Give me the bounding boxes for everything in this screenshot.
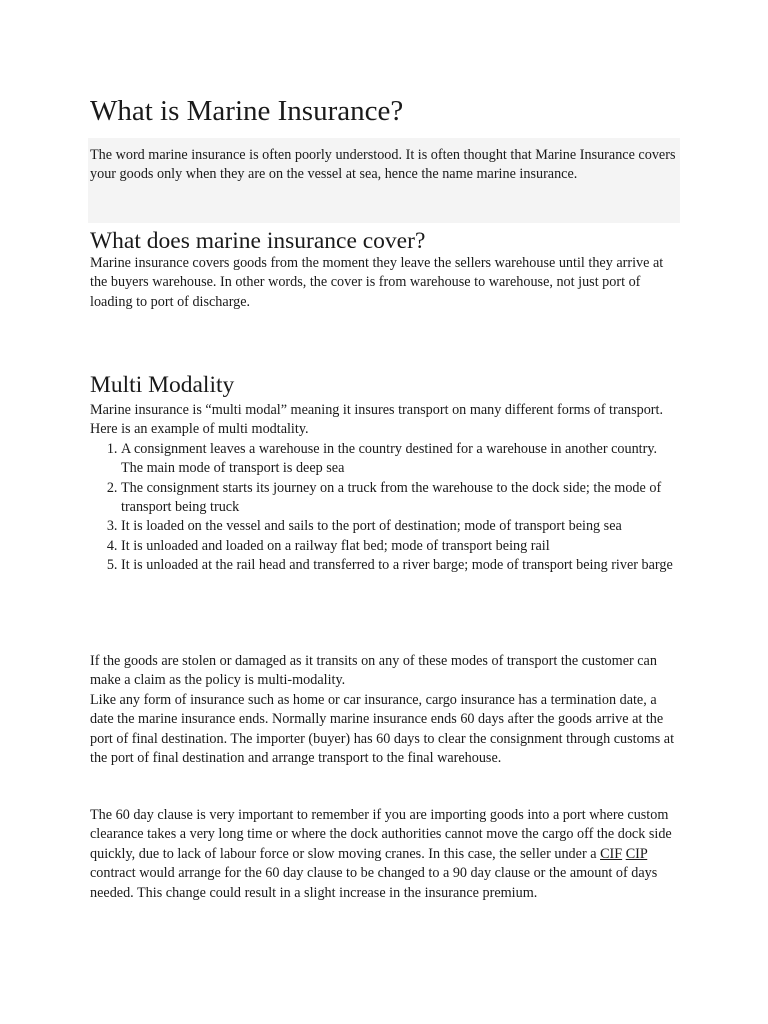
claim-paragraph: If the goods are stolen or damaged as it transits on any of these modes of transport the customer can make a claim as the policy is multi-modality. [90,653,657,689]
intro-paragraph: The word marine insurance is often poorly understood. It is often thought that Marine Insurance covers your goods only when they are on the vessel at sea, hence the name marine insurance. [90,147,676,183]
list-item: 5. It is unloaded at the rail head and transferred to a river barge; mode of transport being river barge [121,556,680,575]
intro-box [88,138,680,223]
termination-paragraph: Like any form of insurance such as home or car insurance, cargo insurance has a termination date, a date the marine insurance ends. Normally marine insurance ends 60 days after the goods arrive at the port of final destination. The importer (buyer) has 60 days to clear the consignment through customs at the port of final destination and arrange transport to the final warehouse. [90,691,675,767]
clause-section [90,806,680,903]
clause-paragraph [90,806,680,903]
multi-modality-heading: Multi Modality [90,372,235,398]
list-item: 3. It is loaded on the vessel and sails to the port of destination; mode of transport being sea [121,517,680,536]
clause-text-end: contract would arrange for the 60 day clause to be changed to a 90 day clause or the amount of days needed. This change could result in a slight increase in the insurance premium. [90,865,658,901]
list-item: 2. The consignment starts its journey on a truck from the warehouse to the dock side; the mode of transport being truck [121,479,680,518]
transport-steps-list [90,440,680,576]
cip-link[interactable]: CIP [625,845,648,862]
list-item: 1. A consignment leaves a warehouse in the country destined for a warehouse in another country. The main mode of transport is deep sea [121,440,680,479]
cif-link[interactable]: CIF [600,845,623,862]
claim-section [90,652,680,768]
cover-paragraph: Marine insurance covers goods from the moment they leave the sellers warehouse until they arrive at the buyers warehouse. In other words, the cover is from warehouse to warehouse, not just port of loading to port of discharge. [90,255,664,310]
cover-section [90,254,680,312]
page-title: What is Marine Insurance? [90,95,404,127]
list-item: 4. It is unloaded and loaded on a railway flat bed; mode of transport being rail [121,537,680,556]
multi-modality-paragraph: Marine insurance is “multi modal” meaning it insures transport on many different forms of transport. Here is an example of multi modtality. [90,402,664,438]
cover-heading: What does marine insurance cover? [90,228,426,254]
clause-text-start: The 60 day clause is very important to remember if you are importing goods into a port where custom clearance takes a very long time or where the dock authorities cannot move the cargo off the dock side quickly, due to lack of labour force or slow moving cranes. In this case, the seller under a [90,807,672,862]
multi-modality-section [90,401,680,576]
